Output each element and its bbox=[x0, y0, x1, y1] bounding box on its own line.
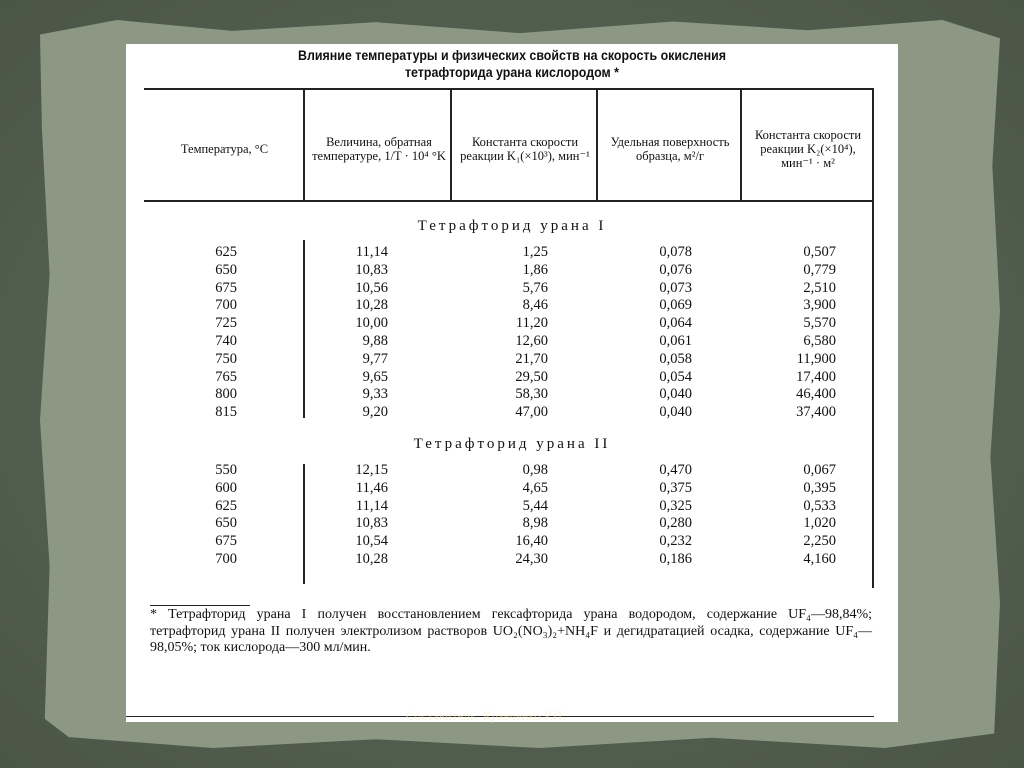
table-cell: 650 bbox=[215, 261, 237, 278]
header-specific-surface: Удельная поверхность образца, м²/г bbox=[610, 135, 730, 163]
table-cell: 1,020 bbox=[803, 515, 836, 532]
table-cell: 9,65 bbox=[362, 368, 388, 385]
header-inverse-temperature: Величина, обратная температуре, 1/T · 10⁴ °K bbox=[312, 135, 446, 163]
table-cell: 12,15 bbox=[355, 462, 388, 478]
table-cell: 9,88 bbox=[362, 332, 388, 349]
table-cell: 0,470 bbox=[659, 462, 692, 478]
header-temperature: Температура, °С bbox=[180, 142, 269, 156]
column-k2 bbox=[803, 462, 836, 569]
table-cell: 675 bbox=[215, 279, 237, 296]
table-cell: 24,30 bbox=[515, 550, 548, 567]
table-cell: 750 bbox=[215, 350, 237, 367]
table-cell: 17,400 bbox=[796, 368, 836, 385]
column-specific-surface bbox=[659, 244, 692, 422]
table-cell: 10,56 bbox=[355, 279, 388, 296]
table-cell: 800 bbox=[215, 386, 237, 403]
table-cell: 0,280 bbox=[659, 515, 692, 532]
column-k1 bbox=[515, 462, 548, 569]
table-cell: 0,375 bbox=[659, 479, 692, 496]
table-cell: 0,069 bbox=[659, 297, 692, 314]
table-cell: 37,400 bbox=[796, 404, 836, 421]
table-cell: 11,46 bbox=[355, 479, 388, 496]
column-k2 bbox=[796, 244, 836, 422]
header-k1: Константа скорости реакции K₁(×10³), мин⁻¹ bbox=[460, 135, 590, 163]
table-cell: 765 bbox=[215, 368, 237, 385]
table-cell: 58,30 bbox=[515, 386, 548, 403]
table-cell: 0,076 bbox=[659, 261, 692, 278]
footnote-rule bbox=[150, 605, 250, 606]
table-cell: 0,054 bbox=[659, 368, 692, 385]
table-cell: 0,064 bbox=[659, 315, 692, 332]
divider bbox=[872, 88, 874, 588]
table-cell: 0,507 bbox=[803, 244, 836, 260]
table-cell: 700 bbox=[215, 297, 237, 314]
table-cell: 6,580 bbox=[803, 332, 836, 349]
table-cell: 0,067 bbox=[803, 462, 836, 478]
column-temperature bbox=[215, 244, 237, 422]
table-cell: 0,98 bbox=[522, 462, 548, 478]
column-inverse-temperature bbox=[355, 462, 388, 569]
table-cell: 5,570 bbox=[803, 315, 836, 332]
table-cell: 2,250 bbox=[803, 533, 836, 550]
section-label-uf4-ii: Тетрафторид урана II bbox=[413, 436, 611, 452]
table-cell: 8,46 bbox=[522, 297, 548, 314]
header-k2: Константа скорости реакции K₂(×10⁴), мин⁻¹ · м² bbox=[754, 128, 862, 170]
table-cell: 10,54 bbox=[355, 533, 388, 550]
table-cell: 0,186 bbox=[659, 550, 692, 567]
table-cell: 600 bbox=[215, 479, 237, 496]
table-cell: 650 bbox=[215, 515, 237, 532]
table-cell: 0,325 bbox=[659, 497, 692, 514]
table-cell: 0,061 bbox=[659, 332, 692, 349]
table-cell: 2,510 bbox=[803, 279, 836, 296]
table-cell: 3,900 bbox=[803, 297, 836, 314]
table-cell: 625 bbox=[215, 497, 237, 514]
table-cell: 0,058 bbox=[659, 350, 692, 367]
table-cell: 815 bbox=[215, 404, 237, 421]
table-title-line-1: Влияние температуры и физических свойств на скорость окисления bbox=[298, 48, 726, 63]
section-label-uf4-i: Тетрафторид урана I bbox=[417, 218, 607, 234]
divider bbox=[303, 464, 305, 584]
table-cell: 11,20 bbox=[515, 315, 548, 332]
header-top-rule bbox=[144, 88, 874, 90]
table-cell: 11,900 bbox=[796, 350, 836, 367]
table-cell: 4,65 bbox=[522, 479, 548, 496]
table-cell: 700 bbox=[215, 550, 237, 567]
table-cell: 11,14 bbox=[355, 497, 388, 514]
table-cell: 0,395 bbox=[803, 479, 836, 496]
divider bbox=[303, 88, 305, 200]
table-cell: 21,70 bbox=[515, 350, 548, 367]
author-credit: Составитель: Кравченко Р.И. bbox=[406, 708, 566, 723]
table-cell: 725 bbox=[215, 315, 237, 332]
table-cell: 1,25 bbox=[522, 244, 548, 260]
divider bbox=[450, 88, 452, 200]
table-cell: 740 bbox=[215, 332, 237, 349]
divider bbox=[303, 240, 305, 418]
table-cell: 10,28 bbox=[355, 550, 388, 567]
table-cell: 47,00 bbox=[515, 404, 548, 421]
table-cell: 10,83 bbox=[355, 261, 388, 278]
table-cell: 0,073 bbox=[659, 279, 692, 296]
column-k1 bbox=[515, 244, 548, 422]
table-cell: 0,232 bbox=[659, 533, 692, 550]
table-cell: 12,60 bbox=[515, 332, 548, 349]
table-cell: 8,98 bbox=[522, 515, 548, 532]
column-specific-surface bbox=[659, 462, 692, 569]
table-cell: 9,77 bbox=[362, 350, 388, 367]
table-cell: 10,28 bbox=[355, 297, 388, 314]
table-cell: 29,50 bbox=[515, 368, 548, 385]
table-cell: 16,40 bbox=[515, 533, 548, 550]
table-cell: 550 bbox=[215, 462, 237, 478]
table-cell: 9,20 bbox=[362, 404, 388, 421]
table-cell: 0,040 bbox=[659, 404, 692, 421]
table-cell: 10,00 bbox=[355, 315, 388, 332]
table-cell: 0,078 bbox=[659, 244, 692, 260]
table-cell: 5,76 bbox=[522, 279, 548, 296]
divider bbox=[596, 88, 598, 200]
table-cell: 5,44 bbox=[522, 497, 548, 514]
column-temperature bbox=[215, 462, 237, 569]
table-cell: 675 bbox=[215, 533, 237, 550]
table-cell: 625 bbox=[215, 244, 237, 260]
divider bbox=[740, 88, 742, 200]
table-title-line-2: тетрафторида урана кислородом * bbox=[404, 65, 620, 80]
table-cell: 1,86 bbox=[522, 261, 548, 278]
table-cell: 0,779 bbox=[803, 261, 836, 278]
scanned-table-image bbox=[126, 44, 898, 722]
table-cell: 0,040 bbox=[659, 386, 692, 403]
footnote: * Тетрафторид урана I получен восстановлением гексафторида урана водородом, содержание UF₄—98,84%; тетрафторид урана II получен электролизом растворов UO₂(NO₃)₂+NH₄F и дегидратацией осадка, содержание UF₄—98,05%; ток кислорода—300 мл/мин. bbox=[150, 607, 872, 655]
table-cell: 46,400 bbox=[796, 386, 836, 403]
table-cell: 11,14 bbox=[355, 244, 388, 260]
table-cell: 10,83 bbox=[355, 515, 388, 532]
table-cell: 4,160 bbox=[803, 550, 836, 567]
column-inverse-temperature bbox=[355, 244, 388, 422]
table-cell: 0,533 bbox=[803, 497, 836, 514]
table-cell: 9,33 bbox=[362, 386, 388, 403]
